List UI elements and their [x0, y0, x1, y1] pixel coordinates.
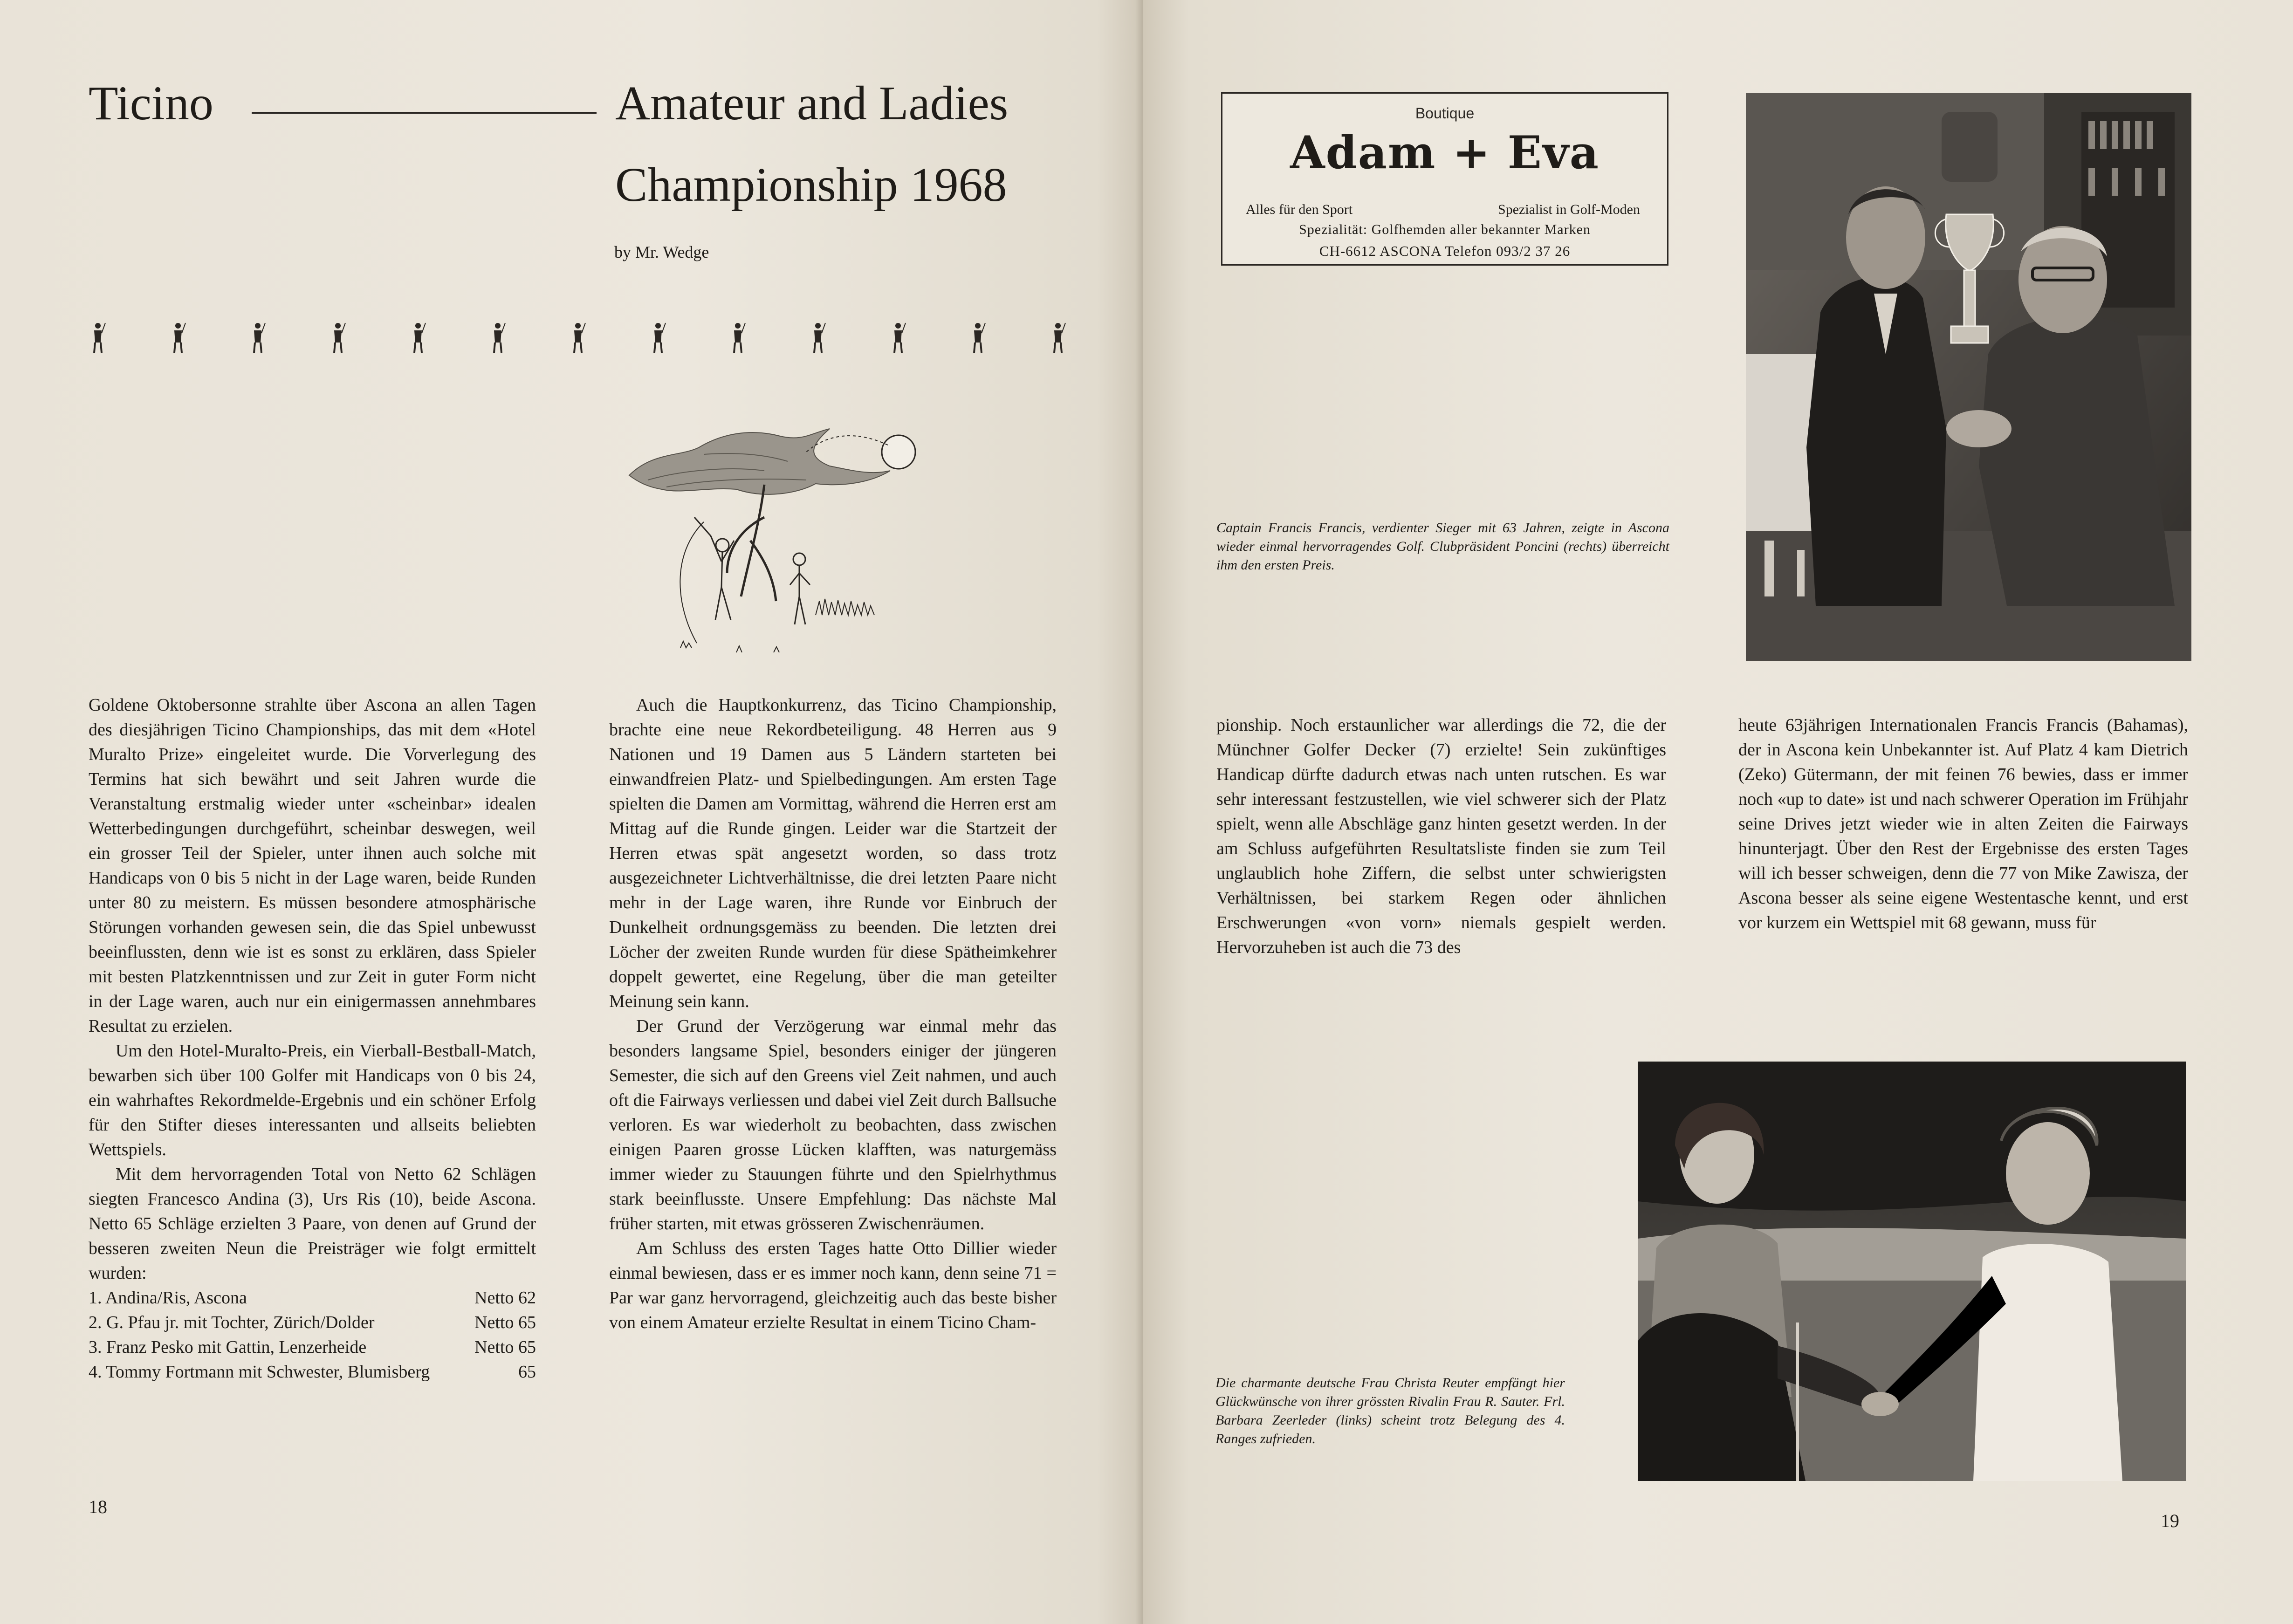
- result-row: [89, 1360, 536, 1384]
- ad-logo: Adam + Eva: [1290, 126, 1600, 179]
- photo-caption-1: Captain Francis Francis, verdienter Sieger mit 63 Jahren, zeigte in Ascona wieder einmal hervorragendes Golf. Clubpräsident Poncini (rechts) überreicht ihm den ersten Preis.: [1216, 520, 1669, 573]
- photo-caption-2: Die charmante deutsche Frau Christa Reuter empfängt hier Glückwünsche von ihrer grössten Rivalin Frau R. Sauter. Frl. Barbara Zeerleder (links) scheint trotz Belegung des 4. Ranges zufrieden.: [1215, 1375, 1565, 1446]
- ad-line-3: CH-6612 ASCONA Telefon 093/2 37 26: [1319, 243, 1571, 259]
- article-column-3: [1216, 713, 1666, 960]
- spectator-figure: [790, 553, 810, 624]
- paragraph: Der Grund der Verzögerung war einmal mehr das besonders langsame Spiel, besonders einiger der jüngeren Semester, die sich auf den Greens viel Zeit nahmen, und auch oft die Fairways verliessen und dabei viel Zeit durch Ballsuche verloren. Es war wiederholt zu beobachten, dass zwischen einigen Paaren grosse Lücken klafften, was naturgemäss immer wieder zu Stauungen führte und den Spielrhythmus stark beeinflusste. Unsere Empfehlung: Das nächste Mal früher starten, mit etwas grösseren Zwischenräumen.: [609, 1016, 1057, 1233]
- page-number-left: 18: [89, 1496, 107, 1517]
- golfer-ornament-icon: [889, 319, 907, 356]
- paragraph: Mit dem hervorragenden Total von Netto 62 Schlägen siegten Francesco Andina (3), Urs Ris (10), beide Ascona. Netto 65 Schläge erzielten 3 Paare, von denen auf Grund der besseren zweiten Neun die Preisträger wie folgt ermittelt wurden:: [89, 1165, 536, 1283]
- results-list: [89, 1286, 536, 1384]
- result-name: 3. Franz Pesko mit Gattin, Lenzerheide: [89, 1337, 367, 1357]
- title-ticino: Ticino: [89, 76, 213, 130]
- golfer-ornament-icon: [248, 319, 267, 356]
- result-name: 4. Tommy Fortmann mit Schwester, Blumisberg: [89, 1362, 430, 1382]
- golfer-ornament-icon: [329, 319, 347, 356]
- result-score: 65: [518, 1362, 536, 1382]
- left-page: [0, 0, 1143, 1624]
- title-rule: [252, 112, 597, 114]
- result-score: Netto 62: [474, 1288, 536, 1308]
- result-name: 2. G. Pfau jr. mit Tochter, Zürich/Dolder: [89, 1313, 375, 1332]
- title-line-2: Championship 1968: [615, 158, 1007, 212]
- paragraph: Goldene Oktobersonne strahlte über Ascona an allen Tagen des diesjährigen Ticino Championships, das mit dem «Hotel Muralto Prize» eingeleitet wurde. Die Vorverlegung des Termins hat sich bewährt und seit Jahren wurde die Veranstaltung erstmalig wieder unter «scheinbar» idealen Wetterbedingungen durchgeführt, scheinbar deswegen, weil ein grosser Teil der Spieler, unter ihnen auch solche mit Handicaps von 0 bis 5 nicht in der Lage waren, beide Runden unter 80 zu meistern. Es müssen besondere atmosphärische Störungen vorhanden gewesen sein, die das Spiel unbewusst beeinflussten, denn wie ist es sonst zu erklären, dass Spieler mit besten Platzkenntnissen und zur Zeit in guter Form nicht in der Lage waren, auch nur ein einigermassen annehmbares Resultat zu erzielen.: [89, 695, 536, 1036]
- golfer-ornament-icon: [809, 319, 827, 356]
- byline: by Mr. Wedge: [614, 243, 709, 261]
- result-score: Netto 65: [474, 1337, 536, 1357]
- golfer-ornament-icon: [1049, 319, 1067, 356]
- paragraph: Am Schluss des ersten Tages hatte Otto Dillier wieder einmal bewiesen, dass er es immer noch kann, denn seine 71 = Par war ganz hervorragend, gleichzeitig auch das beste bisher von einem Amateur erzielte Resultat in einem Ticino Cham-: [609, 1239, 1057, 1332]
- ladies-handshake-photo: [1638, 1062, 2186, 1481]
- result-score: Netto 65: [474, 1313, 536, 1332]
- ad-boutique-label: Boutique: [1415, 105, 1475, 122]
- article-column-4: [1738, 713, 2188, 935]
- grass-tufts: [680, 641, 779, 652]
- ad-line-1-right: Spezialist in Golf-Moden: [1498, 202, 1640, 217]
- boutique-advertisement: [1221, 92, 1668, 266]
- paragraph: Um den Hotel-Muralto-Preis, ein Vierball-Bestball-Match, bewarben sich über 100 Golfer mit Handicaps von 0 bis 24, ein wahrhaftes Rekordmelde-Ergebnis und ein schöner Erfolg für den Stifter dieses interessanten und allseits beliebten Wettspiels.: [89, 1041, 536, 1159]
- golfer-ornament-icon: [488, 319, 507, 356]
- photo-2-rendering: [1638, 1062, 2186, 1481]
- result-row: [89, 1310, 536, 1335]
- article-column-1: [89, 693, 536, 1384]
- ad-line-1-left: Alles für den Sport: [1246, 202, 1353, 217]
- golf-ball: [882, 435, 915, 469]
- article-column-2: [609, 693, 1057, 1335]
- result-name: 1. Andina/Ris, Ascona: [89, 1288, 247, 1308]
- paragraph: pionship. Noch erstaunlicher war allerdings die 72, die der Münchner Golfer Decker (7) erzielte! Sein zukünftiges Handicap dürfte dadurch etwas nach unten rutschen. Es war sehr interessant festzustellen, wie viel schwerer sich der Platz spielt, wenn alle Abschläge ganz hinten gesetzt werden. In der am Schluss aufgeführten Resultatsliste finden sie zum Teil unglaublich hohe Ziffern, die selbst unter schwierigsten Verhältnissen, bei starkem Regen oder ähnlichen Erschwerungen «von vorn» niemals gespielt werden. Hervorzuheben ist auch die 73 des: [1216, 715, 1666, 957]
- photo-1-rendering: [1746, 93, 2191, 661]
- trophy-presentation-photo: [1746, 93, 2191, 661]
- swing-arc: [680, 522, 704, 643]
- golfer-ornament-icon: [569, 319, 587, 356]
- title-line-1: Amateur and Ladies: [615, 76, 1009, 130]
- golfer-ornament-icon: [89, 319, 107, 356]
- paragraph: heute 63jährigen Internationalen Francis Francis (Bahamas), der in Ascona kein Unbekannter ist. Auf Platz 4 kam Dietrich (Zeko) Gütermann, der mit feinen 76 bewies, dass er immer noch «up to date» ist und nach schwerer Operation im Frühjahr seine Drives jetzt wieder wie in alten Zeiten die Fairways hinunterjagt. Über den Rest der Ergebnisse des ersten Tages will ich besser schweigen, denn die 77 von Mike Zawisza, der Ascona besser als seine eigene Westentasche kennt, und erst vor kurzem ein Wettspiel mit 68 gewann, muss für: [1738, 715, 2188, 932]
- tree-canopy: [629, 429, 890, 494]
- golfer-illustration: [611, 401, 937, 662]
- paragraph: Auch die Hauptkonkurrenz, das Ticino Championship, brachte eine neue Rekordbeteiligung. 48 Herren aus 9 Nationen und 19 Damen aus 5 Ländern starteten bei einwandfreien Platz- und Spielbedingungen. Am ersten Tage spielten die Damen am Vormittag, während die Herren erst am Mittag auf die Runde gingen. Leider war die Startzeit der Herren etwas spät angesetzt worden, so dass trotz ausgezeichneter Lichtverhältnisse, die drei letzten Paare nicht mehr in der Lage waren, ihre Runde vor Einbruch der Dunkelheit ordnungsgemäss zu beenden. Die letzten drei Löcher der zweiten Runde wurden für diese Spätheimkehrer doppelt gewertet, eine Regelung, über die man geteilter Meinung sein kann.: [609, 695, 1057, 1011]
- page-number-right: 19: [2161, 1510, 2179, 1531]
- golfer-ornament-icon: [409, 319, 427, 356]
- result-row: [89, 1335, 536, 1360]
- golfer-ornament-icon: [968, 319, 987, 356]
- tree-trunk: [727, 485, 776, 601]
- result-row: [89, 1286, 536, 1310]
- golfer-ornament-icon: [728, 319, 747, 356]
- golfer-ornament-icon: [649, 319, 667, 356]
- golfer-ornament-row: [89, 319, 1067, 356]
- golfer-ornament-icon: [169, 319, 187, 356]
- crowd-scribble: [816, 599, 874, 615]
- ad-line-2: Spezialität: Golfhemden aller bekannter Marken: [1299, 222, 1591, 237]
